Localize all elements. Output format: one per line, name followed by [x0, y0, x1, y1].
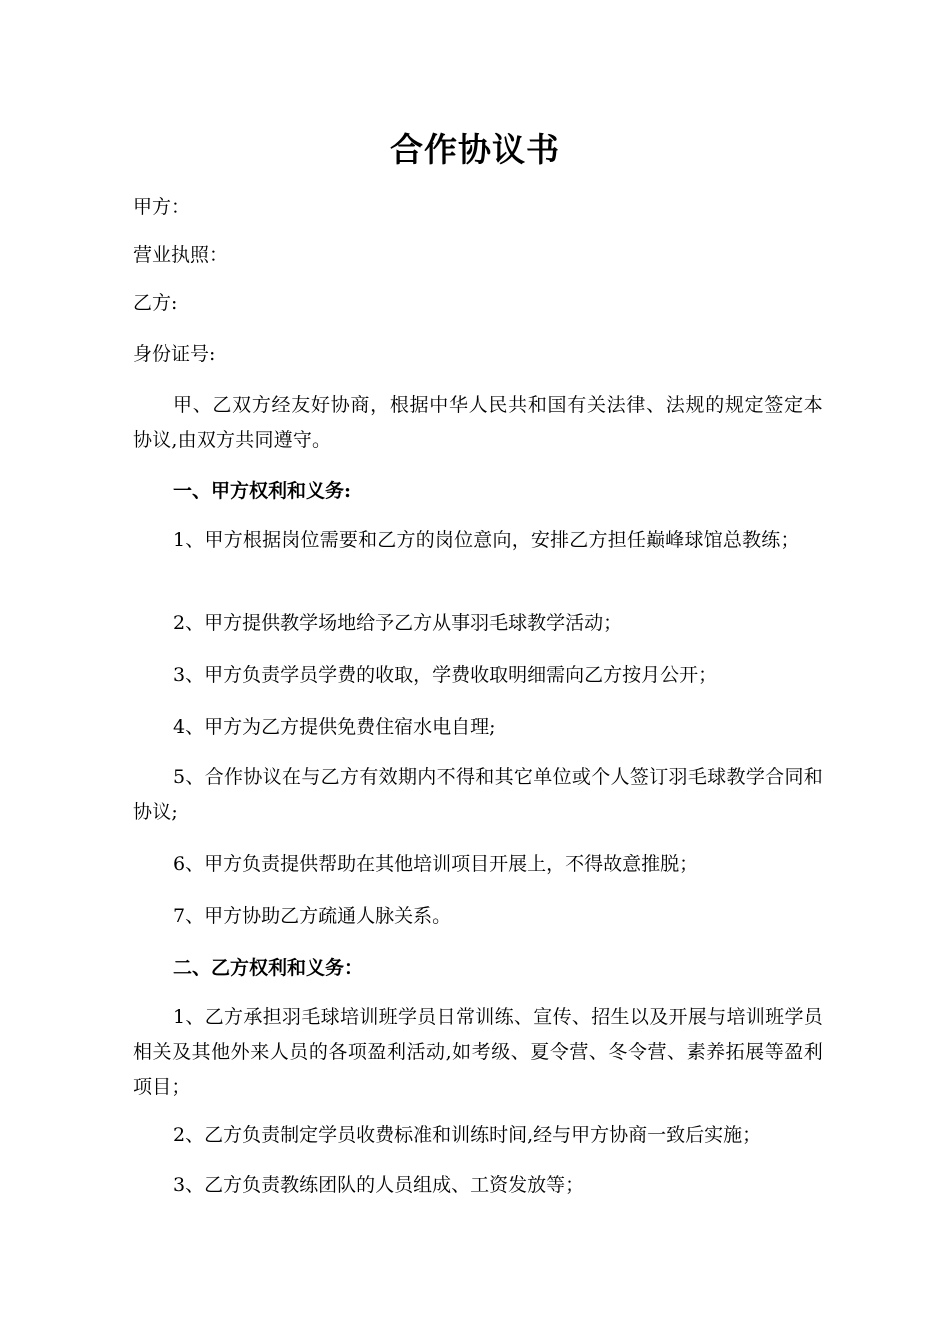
section-1-item-6: 6、甲方负责提供帮助在其他培训项目开展上，不得故意推脱； [173, 853, 699, 875]
id-number-label: 身份证号: [133, 343, 216, 365]
intro-paragraph: 甲、乙双方经友好协商，根据中华人民共和国有关法律、法规的规定签定本协议,由双方共同遵守。 [133, 394, 823, 451]
section-1-heading: 一、甲方权利和义务: [173, 480, 352, 502]
party-b-label: 乙方: [133, 292, 178, 314]
section-2-heading: 二、乙方权利和义务： [173, 957, 364, 979]
party-a-label: 甲方： [133, 196, 191, 218]
document-title: 合作协议书 [390, 130, 560, 169]
section-2-item-3: 3、乙方负责教练团队的人员组成、工资发放等； [173, 1174, 585, 1196]
section-2-item-1: 1、乙方承担羽毛球培训班学员日常训练、宣传、招生以及开展与培训班学员相关及其他外来人员的各项盈利活动,如考级、夏令营、冬令营、素养拓展等盈利项目； [133, 1006, 823, 1098]
section-1-item-1: 1、甲方根据岗位需要和乙方的岗位意向，安排乙方担任巅峰球馆总教练； [173, 529, 800, 551]
section-1-item-4: 4、甲方为乙方提供免费住宿水电自理; [173, 716, 496, 738]
section-2-item-2: 2、乙方负责制定学员收费标准和训练时间,经与甲方协商一致后实施； [173, 1124, 762, 1146]
business-license-label: 营业执照： [133, 244, 229, 266]
section-1-item-7: 7、甲方协助乙方疏通人脉关系。 [173, 905, 452, 927]
section-1-item-5: 5、合作协议在与乙方有效期内不得和其它单位或个人签订羽毛球教学合同和协议; [133, 766, 823, 823]
section-1-item-3: 3、甲方负责学员学费的收取，学费收取明细需向乙方按月公开； [173, 664, 718, 686]
section-1-item-2: 2、甲方提供教学场地给予乙方从事羽毛球教学活动； [173, 612, 623, 634]
